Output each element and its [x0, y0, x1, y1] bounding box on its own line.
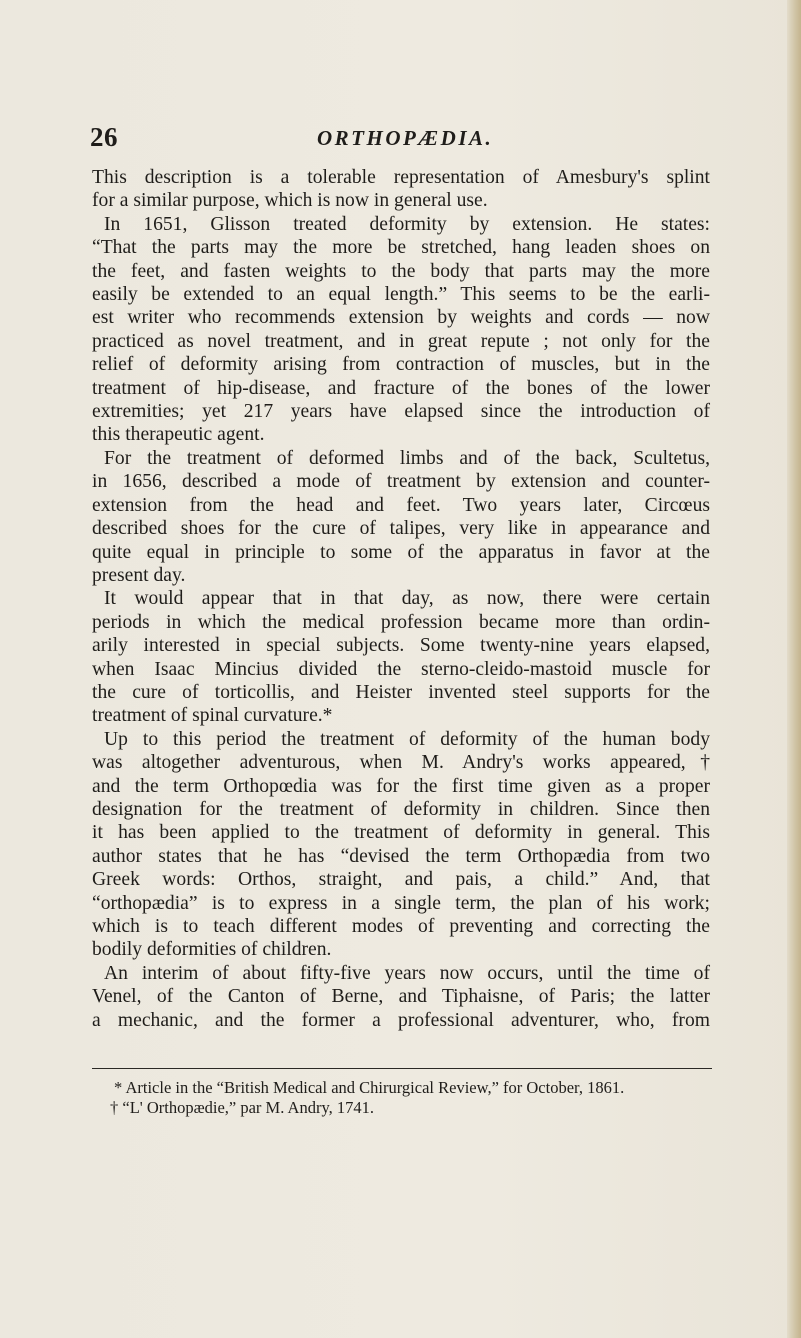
text-line: quite equal in principle to some of the apparatus in favor at the	[92, 541, 710, 563]
text-line: for a similar purpose, which is now in general use.	[92, 190, 488, 212]
text-line: treatment of spinal curvature.*	[92, 705, 333, 727]
paragraph-1	[92, 166, 710, 213]
page-header	[90, 122, 710, 156]
text-line: “That the parts may the more be stretched, hang leaden shoes on	[92, 237, 710, 259]
text-line: practiced as novel treatment, and in great repute ; not only for the	[92, 330, 710, 352]
text-line: periods in which the medical profession became more than ordin-	[92, 611, 710, 633]
text-line: present day.	[92, 564, 186, 586]
text-line: described shoes for the cure of talipes, very like in appearance and	[92, 518, 710, 540]
footnotes	[110, 1078, 714, 1118]
text-line: bodily deformities of children.	[92, 939, 332, 961]
text-line: In 1651, Glisson treated deformity by extension. He states:	[104, 213, 710, 235]
text-line: est writer who recommends extension by weights and cords — now	[92, 307, 710, 329]
page-number: 26	[90, 122, 118, 152]
text-line: relief of deformity arising from contraction of muscles, but in the	[92, 354, 710, 376]
text-line: It would appear that in that day, as now, there were certain	[104, 588, 710, 610]
paragraph-6	[92, 962, 710, 1032]
paragraph-4	[92, 587, 710, 727]
text-line: An interim of about fifty-five years now occurs, until the time of	[104, 962, 710, 984]
text-line: author states that he has “devised the term Orthopædia from two	[92, 845, 710, 867]
text-line: was altogether adventurous, when M. Andry's works appeared,†	[92, 752, 710, 774]
body-text	[92, 166, 710, 1032]
text-line: which is to teach different modes of preventing and correcting the	[92, 916, 710, 937]
footnote-rule	[92, 1068, 712, 1069]
text-line: in 1656, described a mode of treatment by extension and counter-	[92, 471, 710, 493]
text-line: arily interested in special subjects. Some twenty-nine years elapsed,	[92, 635, 710, 657]
footnote-2: † “L' Orthopædie,” par M. Andry, 1741.	[110, 1098, 375, 1117]
paragraph-5	[92, 728, 710, 962]
text-line: it has been applied to the treatment of deformity in general. This	[92, 822, 710, 844]
text-line: when Isaac Mincius divided the sterno-cleido-mastoid muscle for	[92, 658, 710, 680]
text-line: extension from the head and feet. Two years later, Circœus	[92, 494, 710, 516]
text-line: Venel, of the Canton of Berne, and Tiphaisne, of Paris; the latter	[92, 986, 710, 1008]
text-line: For the treatment of deformed limbs and of the back, Scultetus,	[104, 447, 710, 469]
running-head: ORTHOPÆDIA.	[317, 126, 494, 150]
text-line: “orthopædia” is to express in a single term, the plan of his work;	[92, 892, 710, 914]
paragraph-2	[92, 213, 710, 447]
paragraph-3	[92, 447, 710, 587]
text-line: This description is a tolerable representation of Amesbury's splint	[92, 167, 710, 188]
text-line: this therapeutic agent.	[92, 424, 265, 446]
text-line: extremities; yet 217 years have elapsed since the introduction of	[92, 401, 710, 423]
text-line: treatment of hip-disease, and fracture of the bones of the lower	[92, 377, 710, 399]
footnote-1: * Article in the “British Medical and Chirurgical Review,” for October, 1861.	[114, 1078, 625, 1097]
text-line: and the term Orthopœdia was for the first time given as a proper	[92, 775, 710, 797]
page-edge	[787, 0, 801, 1338]
text-line: designation for the treatment of deformity in children. Since then	[92, 798, 710, 820]
text-line: the cure of torticollis, and Heister invented steel supports for the	[92, 681, 710, 703]
text-line: the feet, and fasten weights to the body that parts may the more	[92, 260, 710, 282]
text-line: a mechanic, and the former a professional adventurer, who, from	[92, 1009, 710, 1031]
text-line: easily be extended to an equal length.” This seems to be the earli-	[92, 284, 710, 306]
text-line: Up to this period the treatment of deformity of the human body	[104, 728, 710, 750]
text-line: Greek words: Orthos, straight, and pais, a child.” And, that	[92, 869, 710, 891]
